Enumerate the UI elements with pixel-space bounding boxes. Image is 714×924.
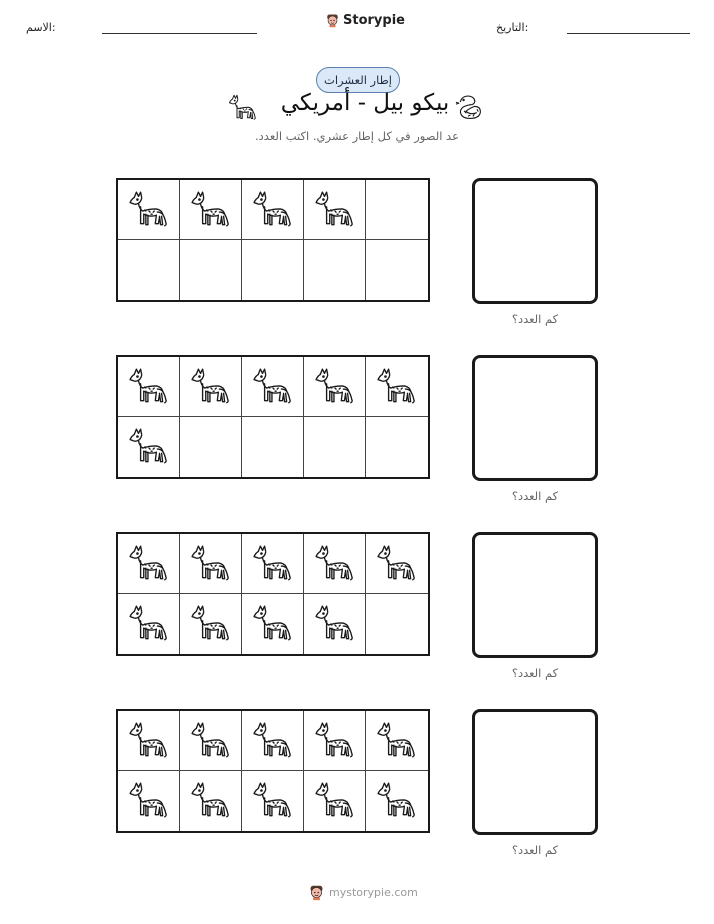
ten-frame-cell	[118, 357, 180, 417]
wolf-icon	[314, 603, 356, 645]
ten-frame-cell	[366, 240, 428, 300]
ten-frame-3	[116, 532, 430, 656]
ten-frame-cell	[366, 357, 428, 417]
wolf-icon	[190, 189, 232, 231]
instructions: عد الصور في كل إطار عشري. اكتب العدد.	[255, 129, 459, 143]
date-field-line[interactable]	[567, 33, 690, 34]
answer-box-4[interactable]	[472, 709, 598, 835]
ten-frame-cell	[304, 711, 366, 771]
ten-frame-cell	[242, 711, 304, 771]
ten-frame-cell	[304, 534, 366, 594]
name-field-line[interactable]	[102, 33, 257, 34]
ten-frame-cell	[180, 357, 242, 417]
ten-frame-cell	[180, 711, 242, 771]
wolf-icon	[128, 426, 170, 468]
count-prompt-3: كم العدد؟	[511, 666, 559, 680]
wolf-icon	[252, 366, 294, 408]
wolf-icon	[190, 543, 232, 585]
wolf-icon	[314, 366, 356, 408]
ten-frame-cell	[118, 534, 180, 594]
brand-logo	[325, 13, 405, 28]
wolf-icon	[190, 366, 232, 408]
ten-frame-cell	[118, 771, 180, 831]
wolf-icon	[252, 603, 294, 645]
ten-frame-cell	[304, 417, 366, 477]
ten-frame-cell	[242, 534, 304, 594]
wolf-icon	[252, 720, 294, 762]
wolf-icon	[252, 780, 294, 822]
ten-frame-cell	[304, 594, 366, 654]
count-prompt-1: كم العدد؟	[511, 312, 559, 326]
ten-frame-1	[116, 178, 430, 302]
wolf-icon	[128, 603, 170, 645]
wolf-icon	[376, 543, 418, 585]
count-prompt-4: كم العدد؟	[511, 843, 559, 857]
ten-frame-cell	[366, 711, 428, 771]
ten-frame-cell	[180, 240, 242, 300]
ten-frame-cell	[304, 771, 366, 831]
ten-frame-cell	[242, 357, 304, 417]
ten-frame-cell	[180, 180, 242, 240]
ten-frame-cell	[118, 240, 180, 300]
wolf-icon	[314, 543, 356, 585]
ten-frame-cell	[118, 180, 180, 240]
ten-frame-2	[116, 355, 430, 479]
wolf-icon	[190, 720, 232, 762]
ten-frame-cell	[242, 594, 304, 654]
wolf-icon	[376, 780, 418, 822]
ten-frame-cell	[366, 180, 428, 240]
snake-icon	[454, 92, 486, 124]
footer-site: mystorypie.com	[329, 886, 418, 899]
wolf-icon	[252, 189, 294, 231]
ten-frame-cell	[366, 594, 428, 654]
brand-name: Storypie	[343, 13, 405, 28]
ten-frame-cell	[118, 711, 180, 771]
wolf-icon	[128, 543, 170, 585]
wolf-icon	[252, 543, 294, 585]
storypie-mascot-icon	[308, 884, 325, 901]
page-title: بيكو بيل - أمريكي	[280, 90, 450, 116]
wolf-icon	[190, 780, 232, 822]
ten-frame-cell	[180, 534, 242, 594]
storypie-mascot-icon	[325, 13, 340, 28]
answer-box-1[interactable]	[472, 178, 598, 304]
ten-frame-cell	[180, 594, 242, 654]
ten-frame-cell	[118, 417, 180, 477]
wolf-icon	[128, 189, 170, 231]
ten-frame-cell	[242, 417, 304, 477]
wolf-icon	[128, 780, 170, 822]
answer-box-2[interactable]	[472, 355, 598, 481]
date-label: التاريخ:	[496, 21, 529, 34]
ten-frame-4	[116, 709, 430, 833]
wolf-icon	[376, 366, 418, 408]
ten-frame-cell	[366, 771, 428, 831]
ten-frame-cell	[118, 594, 180, 654]
wolf-icon	[314, 720, 356, 762]
ten-frame-cell	[180, 771, 242, 831]
wolf-icon	[376, 720, 418, 762]
ten-frame-cell	[304, 180, 366, 240]
ten-frame-cell	[304, 240, 366, 300]
ten-frame-cell	[180, 417, 242, 477]
wolf-icon	[128, 720, 170, 762]
worksheet-tag: إطار العشرات	[316, 67, 400, 93]
count-prompt-2: كم العدد؟	[511, 489, 559, 503]
wolf-icon	[190, 603, 232, 645]
wolf-icon	[314, 189, 356, 231]
name-label: الاسم:	[26, 21, 56, 34]
answer-box-3[interactable]	[472, 532, 598, 658]
ten-frame-cell	[304, 357, 366, 417]
ten-frame-cell	[242, 771, 304, 831]
ten-frame-cell	[242, 240, 304, 300]
ten-frame-cell	[366, 534, 428, 594]
wolf-icon	[128, 366, 170, 408]
ten-frame-cell	[242, 180, 304, 240]
footer	[308, 884, 418, 901]
ten-frame-cell	[366, 417, 428, 477]
wolf-icon	[314, 780, 356, 822]
